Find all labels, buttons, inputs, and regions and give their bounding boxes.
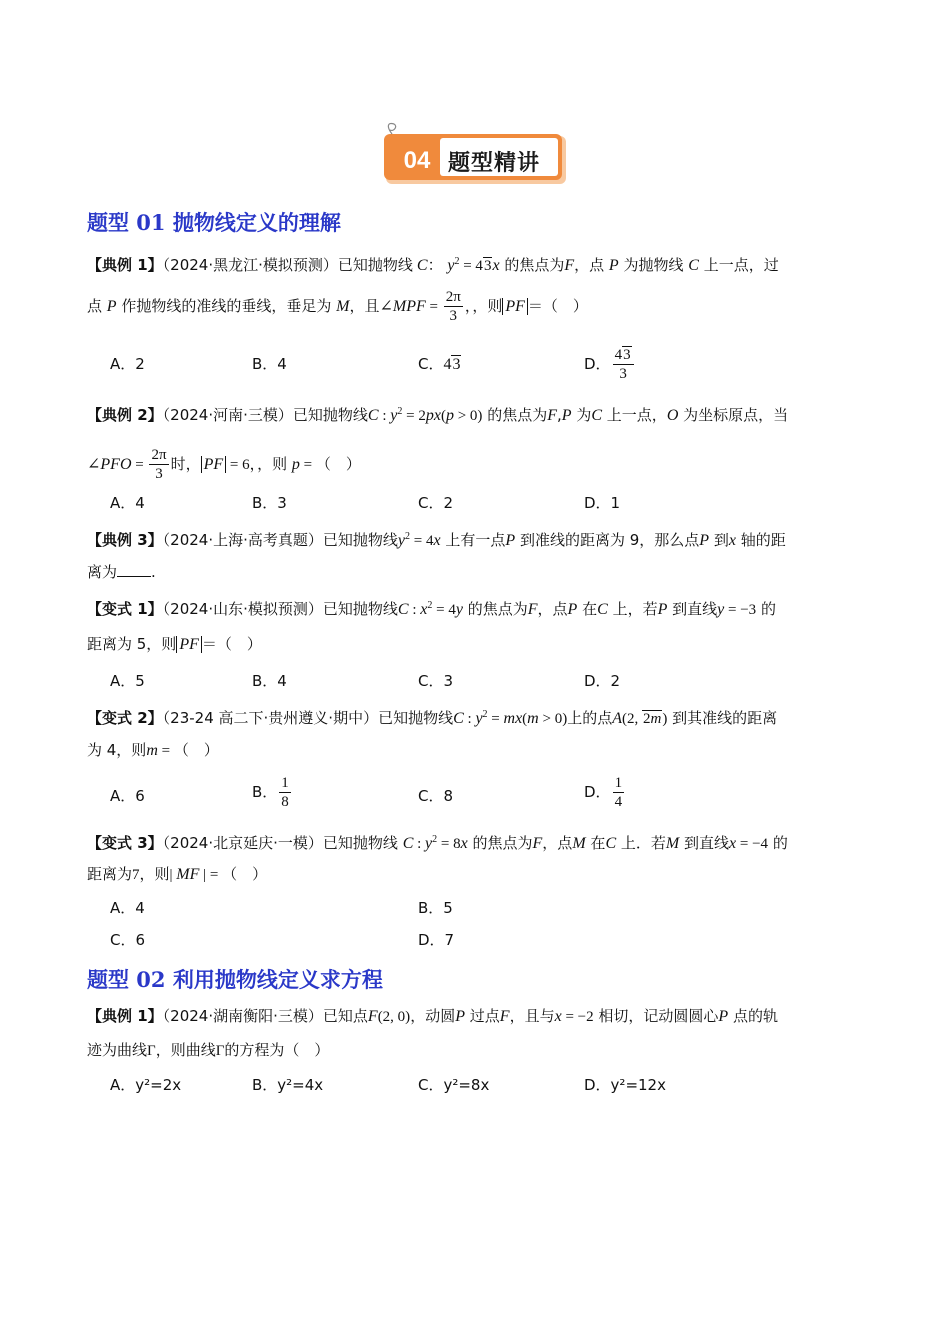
q1-text: 上一点，过 xyxy=(703,256,779,274)
q3-text: 上有一点 xyxy=(445,531,506,549)
v3-text: 到直线 xyxy=(684,834,730,852)
q2-text: 已知抛物线 xyxy=(292,406,368,424)
q2-text: 上一点， xyxy=(606,406,667,424)
q4-text: 迹为曲线 xyxy=(87,1041,148,1059)
q2-option-d[interactable]: D．1 xyxy=(584,494,621,512)
q4-text: 相切，记动圆圆心 xyxy=(598,1007,719,1025)
q2-text: 为坐标原点，当 xyxy=(683,406,789,424)
v1-option-b[interactable]: B．4 xyxy=(252,672,287,690)
q1-text: 点 xyxy=(87,297,103,315)
v3-text: （ ） xyxy=(222,865,268,883)
v3-text: 距离为 xyxy=(87,865,133,883)
v3-option-a[interactable]: A．4 xyxy=(110,899,145,917)
q4-option-b[interactable]: B．y²=4x xyxy=(252,1076,324,1094)
q4-option-a[interactable]: A．y²=2x xyxy=(110,1076,182,1094)
v2-source: （23-24 高二下·贵州遵义·期中） xyxy=(162,709,379,727)
q2-text: （ ） xyxy=(315,455,361,473)
q1-line-2: 点 P 作抛物线的准线的垂线，垂足为 M，且∠MPF = $\frac{2\pi}{3}$ ，，则 PF ＝（ ） xyxy=(87,289,588,324)
q4-tag: 【典例 1】 xyxy=(87,1007,163,1025)
banner-number: 04 xyxy=(403,147,431,174)
q4-text: 已知点 xyxy=(322,1007,368,1025)
v1-source: （2024·山东·模拟预测） xyxy=(162,600,323,618)
q2-text: 时， xyxy=(170,455,201,473)
v2-text: （ ） xyxy=(173,741,219,759)
q4-text: ，动圆 xyxy=(410,1007,456,1025)
q2-text: 的焦点为 xyxy=(487,406,548,424)
v1-text: 到直线 xyxy=(672,600,718,618)
v3-text: 上．若 xyxy=(620,834,666,852)
v3-line-1: 【变式 3】（2024·北京延庆·一模）已知抛物线 C : $y^2 = 8x$ 的焦点为F，点M 在C 上．若M 到直线x = −4 的 xyxy=(87,834,788,852)
q2-source: （2024·河南·三模） xyxy=(162,406,293,424)
q1-tag: 【典例 1】 xyxy=(87,256,163,274)
v2-text: 上的点 xyxy=(567,709,613,727)
q1-text: ，点 xyxy=(574,256,605,274)
q4-source: （2024·湖南衡阳·三模） xyxy=(162,1007,323,1025)
v1-option-c[interactable]: C．3 xyxy=(418,672,454,690)
q1-source: （2024·黑龙江·模拟预测） xyxy=(162,256,338,274)
q2-line-2: ∠PFO = $\frac{2\pi}{3}$ 时， PF = 6，，则 p = （ ） xyxy=(87,447,361,482)
q1-line-1: 【典例 1】（2024·黑龙江·模拟预测）已知抛物线 C： $y^2 = 43x$ 的焦点为F，点 P 为抛物线 C 上一点，过 xyxy=(87,256,779,274)
v1-option-a[interactable]: A．5 xyxy=(110,672,145,690)
v2-line-2: 为 4，则m = （ ） xyxy=(87,741,219,759)
q2-option-c[interactable]: C．2 xyxy=(418,494,454,512)
v2-text: 为 4，则 xyxy=(87,741,147,759)
v3-option-d[interactable]: D．7 xyxy=(418,931,455,949)
answer-blank[interactable] xyxy=(117,562,151,577)
v1-line-1: 【变式 1】（2024·山东·模拟预测）已知抛物线C : $x^2 = 4y$ 的焦点为F，点P 在C 上，若P 到直线y = −3 的 xyxy=(87,600,776,618)
q3-line-2 xyxy=(87,562,156,582)
v2-text: 到其准线的距离 xyxy=(672,709,778,727)
v3-text: ，点 xyxy=(542,834,573,852)
v1-text: 距离为 5，则 xyxy=(87,635,177,653)
v1-text: 上，若 xyxy=(612,600,658,618)
v1-line-2: 距离为 5，则 PF ＝（ ） xyxy=(87,635,262,653)
v1-text: 已知抛物线 xyxy=(322,600,398,618)
q2-option-a[interactable]: A．4 xyxy=(110,494,145,512)
v2-option-b[interactable]: B． $\frac{1}{8}$ xyxy=(252,775,289,810)
v3-line-2: 距离为7，则| MF | = （ ） xyxy=(87,865,268,883)
q1-text: ，且 xyxy=(349,297,380,315)
q4-text: ，则曲线 xyxy=(155,1041,216,1059)
q4-option-d[interactable]: D．y²=12x xyxy=(584,1076,666,1094)
q1-text: 作抛物线的准线的垂线，垂足为 xyxy=(121,297,332,315)
q3-text: . xyxy=(151,563,156,581)
q1-option-a[interactable]: A．2 xyxy=(110,355,145,373)
v2-option-c[interactable]: C．8 xyxy=(418,787,454,805)
v1-text: 在 xyxy=(582,600,598,618)
section-heading-02: 题型 02 利用抛物线定义求方程 xyxy=(87,967,383,992)
section-banner xyxy=(384,122,570,186)
v3-text: 的焦点为 xyxy=(472,834,533,852)
q2-line-1: 【典例 2】（2024·河南·三模）已知抛物线C : $y^2 = 2px(p > 0)$ 的焦点为F,P 为C 上一点，O 为坐标原点，当 xyxy=(87,406,789,424)
q3-line-1: 【典例 3】（2024·上海·高考真题）已知抛物线$y^2 = 4x$ 上有一点P 到准线的距离为 9，那么点P 到x 轴的距 xyxy=(87,531,786,549)
q1-option-b[interactable]: B．4 xyxy=(252,355,287,373)
v1-option-d[interactable]: D．2 xyxy=(584,672,621,690)
q4-option-c[interactable]: C．y²=8x xyxy=(418,1076,490,1094)
v2-tag: 【变式 2】 xyxy=(87,709,163,727)
v1-text: 的 xyxy=(760,600,776,618)
v3-text: ，则 xyxy=(139,865,170,883)
q3-text: 到准线的距离为 9，那么点 xyxy=(519,531,700,549)
q3-tag: 【典例 3】 xyxy=(87,531,163,549)
q1-text: 已知抛物线 xyxy=(337,256,413,274)
v2-line-1: 【变式 2】（23-24 高二下·贵州遵义·期中）已知抛物线C : $y^2 = mx(m > 0)$上的点A(2, 2m) 到其准线的距离 xyxy=(87,709,778,727)
q3-text: 离为 xyxy=(87,563,118,581)
v2-option-d[interactable]: D． $\frac{1}{4}$ xyxy=(584,775,623,810)
v3-option-c[interactable]: C．6 xyxy=(110,931,146,949)
v3-option-b[interactable]: B．5 xyxy=(418,899,453,917)
q4-text: 点的轨 xyxy=(732,1007,778,1025)
v1-text: ＝（ ） xyxy=(201,635,262,653)
q1-text: ＝（ ） xyxy=(527,297,588,315)
q2-tag: 【典例 2】 xyxy=(87,406,163,424)
q4-line-1: 【典例 1】（2024·湖南衡阳·三模）已知点F(2, 0)，动圆P 过点F，且与x = −2 相切，记动圆圆心P 点的轨 xyxy=(87,1007,778,1025)
q3-text: 轴的距 xyxy=(740,531,786,549)
v3-text: 的 xyxy=(772,834,788,852)
v2-option-a[interactable]: A．6 xyxy=(110,787,145,805)
q4-text: 过点 xyxy=(469,1007,500,1025)
v3-text: 在 xyxy=(590,834,606,852)
q2-text: 为 xyxy=(576,406,592,424)
q1-option-d[interactable]: D． $\frac{43}{3}$ xyxy=(584,346,636,383)
q2-text: ，则 xyxy=(257,455,288,473)
v3-source: （2024·北京延庆·一模） xyxy=(162,834,323,852)
q1-text: 为抛物线 xyxy=(623,256,684,274)
v1-text: ，点 xyxy=(537,600,568,618)
v2-text: 已知抛物线 xyxy=(378,709,454,727)
v1-tag: 【变式 1】 xyxy=(87,600,163,618)
v3-tag: 【变式 3】 xyxy=(87,834,163,852)
v1-text: 的焦点为 xyxy=(467,600,528,618)
q3-text: 已知抛物线 xyxy=(322,531,398,549)
v3-text: 已知抛物线 xyxy=(322,834,398,852)
section-heading-01: 题型 01 抛物线定义的理解 xyxy=(87,210,341,235)
q1-text: 的焦点为 xyxy=(504,256,565,274)
q3-source: （2024·上海·高考真题） xyxy=(162,531,323,549)
q1-text: ，则 xyxy=(472,297,503,315)
q1-option-c[interactable]: C．43 xyxy=(418,355,461,373)
q4-text: ，且与 xyxy=(509,1007,555,1025)
q4-text: 的方程为（ ） xyxy=(224,1041,330,1059)
banner-title: 题型精讲 xyxy=(448,151,541,176)
q4-line-2: 迹为曲线Γ，则曲线Γ的方程为（ ） xyxy=(87,1041,330,1059)
q3-text: 到 xyxy=(713,531,729,549)
q2-option-b[interactable]: B．3 xyxy=(252,494,287,512)
